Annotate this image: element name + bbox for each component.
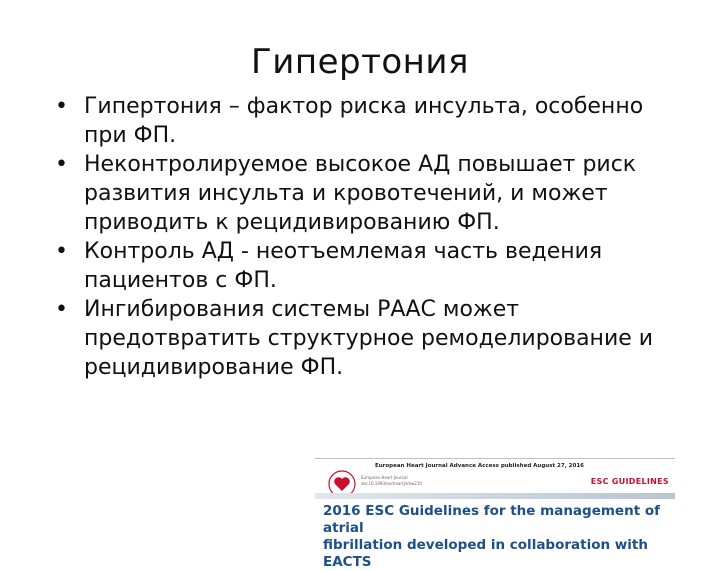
bullet-text: Ингибирования системы РААС может предотвратить структурное ремоделирование и рецидивирование ФП. (84, 297, 654, 380)
bullet-symbol: • (55, 94, 68, 119)
slide-title: Гипертония (251, 42, 469, 82)
bullet-text: Контроль АД - неотъемлемая часть ведения пациентов с ФП. (84, 239, 603, 293)
bullet-symbol: • (55, 152, 68, 177)
bullet-symbol: • (55, 297, 68, 322)
header-band (315, 493, 675, 499)
bullet-item (52, 150, 692, 237)
guideline-citation-image (315, 458, 675, 570)
bullet-text: Гипертония – фактор риска инсульта, особенно при ФП. (84, 94, 644, 148)
bullet-list (52, 92, 692, 382)
bullet-item (52, 92, 692, 150)
guideline-title-line: 2016 ESC Guidelines for the management of atrial (323, 503, 660, 536)
bullet-item (52, 237, 692, 295)
guideline-title (323, 503, 673, 571)
journal-name: European Heart Journal (361, 475, 408, 480)
esc-guidelines-badge: ESC GUIDELINES (590, 477, 669, 486)
journal-meta (361, 475, 422, 487)
journal-doi: doi:10.1093/eurheartj/ehw210 (361, 481, 422, 486)
bullet-item (52, 295, 692, 382)
bullet-text: Неконтролируемое высокое АД повышает риск развития инсульта и кровотечений, и может приводить к рецидивированию ФП. (84, 152, 637, 235)
bullet-symbol: • (55, 239, 68, 264)
guideline-title-line: fibrillation developed in collaboration with EACTS (323, 537, 648, 570)
journal-header: European Heart Journal Advance Access published August 27, 2016 (375, 463, 584, 469)
